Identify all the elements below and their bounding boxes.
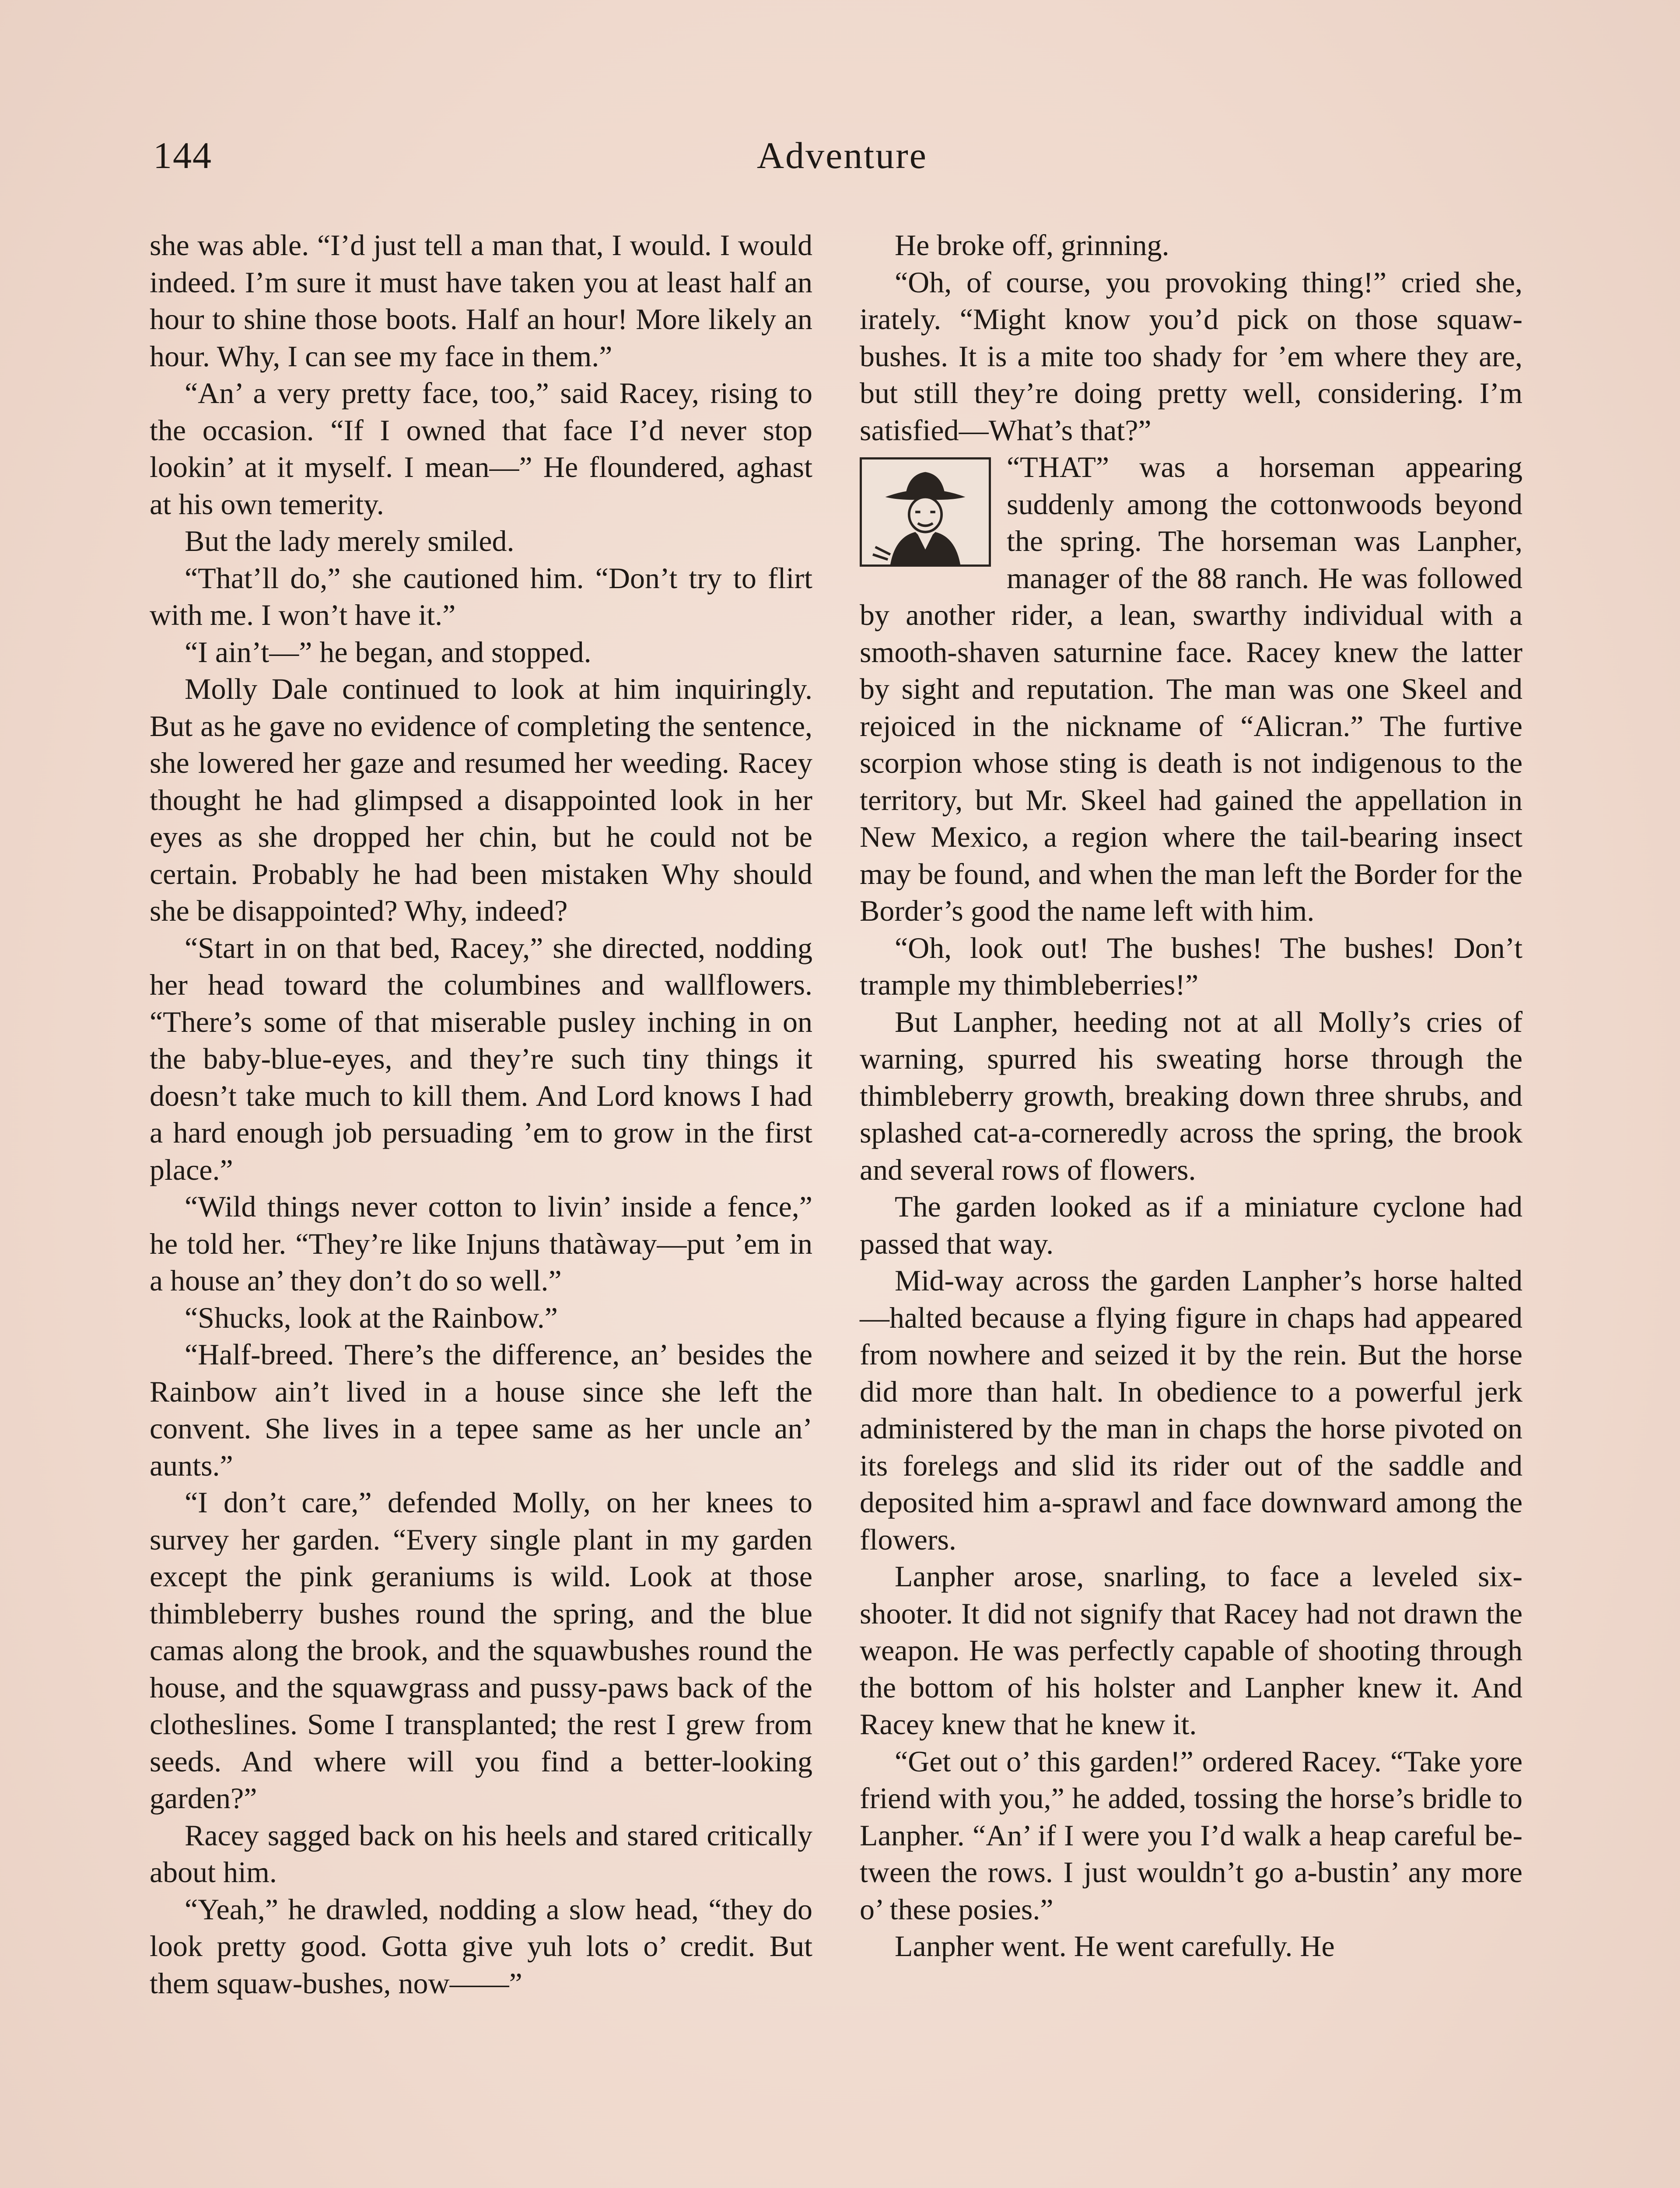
section-break xyxy=(860,449,1522,929)
cowboy-portrait-icon xyxy=(860,457,991,567)
paragraph: “Half-breed. There’s the difference, an’ besides the Rainbow ain’t lived in a house since she left the convent. She lives in a tepee same as her uncle an’ aunts.” xyxy=(150,1338,812,1482)
paragraph: But Lanpher, heeding not at all Molly’s cries of warning, spurred his sweating horse through the thimbleberry growth, breaking down three shrubs, and splashed cat-a-corneredly across the spring, the brook and several rows of flowers. xyxy=(860,1005,1522,1186)
paragraph: “Oh, look out! The bushes! The bushes! Don’t trample my thimbleberries!” xyxy=(860,931,1522,1001)
page-number: 144 xyxy=(153,134,212,176)
paragraph: “Yeah,” he drawled, nodding a slow head, “they do look pretty good. Gotta give yuh lots o’ credit. But them squaw-bushes, now——” xyxy=(150,1892,812,2000)
left-column xyxy=(150,227,812,2002)
paragraph: But the lady merely smiled. xyxy=(185,524,514,558)
paragraph: He broke off, grinning. xyxy=(895,228,1169,262)
paragraph: “I ain’t—” he began, and stopped. xyxy=(185,635,592,669)
paragraph: Lanpher arose, snarling, to face a leveled six-shooter. It did not signify that Racey had not drawn the weapon. He was perfectly capable of shooting through the bottom of his holster and Lanpher knew it. And Racey knew that he knew it. xyxy=(860,1560,1522,1741)
paragraph: “Shucks, look at the Rainbow.” xyxy=(185,1301,558,1334)
cowboy-portrait-drawing xyxy=(862,459,989,565)
right-column xyxy=(860,227,1522,1965)
paragraph: Mid-way across the garden Lanpher’s horse halted—halted because a flying figure in chaps had appeared from nowhere and seized it by the rein. But the horse did more than halt. In obedience to a powerful jerk administered by the man in chaps the horse pivoted on its forelegs and slid its rider out of the saddle and deposited him a-sprawl and face downward among the flowers. xyxy=(860,1264,1522,1556)
page-header xyxy=(153,133,1531,190)
paragraph: she was able. “I’d just tell a man that, I would. I would indeed. I’m sure it must have taken you at least half an hour to shine those boots. Half an hour! More likely an hour. Why, I can see my face in them.” xyxy=(150,228,812,373)
paragraph: Lanpher went. He went carefully. He xyxy=(895,1929,1335,1963)
paragraph: Racey sagged back on his heels and stared critically about him. xyxy=(150,1818,812,1889)
paragraph: “An’ a very pretty face, too,” said Racey, rising to the occasion. “If I owned that face I’d never stop lookin’ at it myself. I mean—” He floundered, aghast at his own temerity. xyxy=(150,376,812,521)
magazine-title: Adventure xyxy=(757,134,928,176)
paragraph: “I don’t care,” defended Molly, on her knees to survey her garden. “Every single plant in my garden except the pink geraniums is wild. Look at those thimbleberry bushes round the spring, and the blue camas along the brook, and the squawbushes round the house, and the squawgrass and pussy-paws back of the clotheslines. Some I transplanted; the rest I grew from seeds. And where will you find a better-looking garden?” xyxy=(150,1486,812,1815)
paragraph: Molly Dale continued to look at him inquiringly. But as he gave no evidence of completing the sentence, she lowered her gaze and resumed her weeding. Racey thought he had glimpsed a disappointed look in her eyes as she dropped her chin, but he could not be certain. Probably he had been mistaken Why should she be disappointed? Why, indeed? xyxy=(150,672,812,927)
paragraph: “Get out o’ this garden!” ordered Racey. “Take yore friend with you,” he added, tossing the horse’s bridle to Lanpher. “An’ if I were you I’d walk a heap careful between the rows. I just wouldn’t go a-bustin’ any more o’ these posies.” xyxy=(860,1744,1522,1926)
paragraph: “Wild things never cotton to livin’ inside a fence,” he told her. “They’re like Injuns thatàway—put ’em in a house an’ they don’t do so well.” xyxy=(150,1190,812,1297)
paragraph: “Start in on that bed, Racey,” she directed, nodding her head toward the columbines and wallflowers. “There’s some of that miserable pusley inching in on the baby-blue-eyes, and they’re such tiny things it doesn’t take much to kill them. And Lord knows I had a hard enough job persuading ’em to grow in the first place.” xyxy=(150,931,812,1186)
paragraph: “Oh, of course, you provoking thing!” cried she, irately. “Might know you’d pick on those squaw-bushes. It is a mite too shady for ’em where they are, but still they’re doing pretty well, considering. I’m satisfied—What’s that?” xyxy=(860,265,1522,447)
paragraph: “THAT” was a horseman appearing suddenly among the cottonwoods beyond the spring. The horseman was Lanpher, manager of the 88 ranch. He was followed by another rider, a lean, swarthy individual with a smooth-shaven saturnine face. Racey knew the latter by sight and reputation. The man was one Skeel and rejoiced in the nickname of “Alicran.” The furtive scorpion whose sting is death is not indigenous to the territory, but Mr. Skeel had gained the appellation in New Mexico, a region where the tail-bearing insect may be found, and when the man left the Border for the Border’s good the name left with him. xyxy=(860,450,1522,927)
paragraph: The garden looked as if a miniature cyclone had passed that way. xyxy=(860,1190,1522,1260)
paragraph: “That’ll do,” she cautioned him. “Don’t try to flirt with me. I won’t have it.” xyxy=(150,561,812,631)
